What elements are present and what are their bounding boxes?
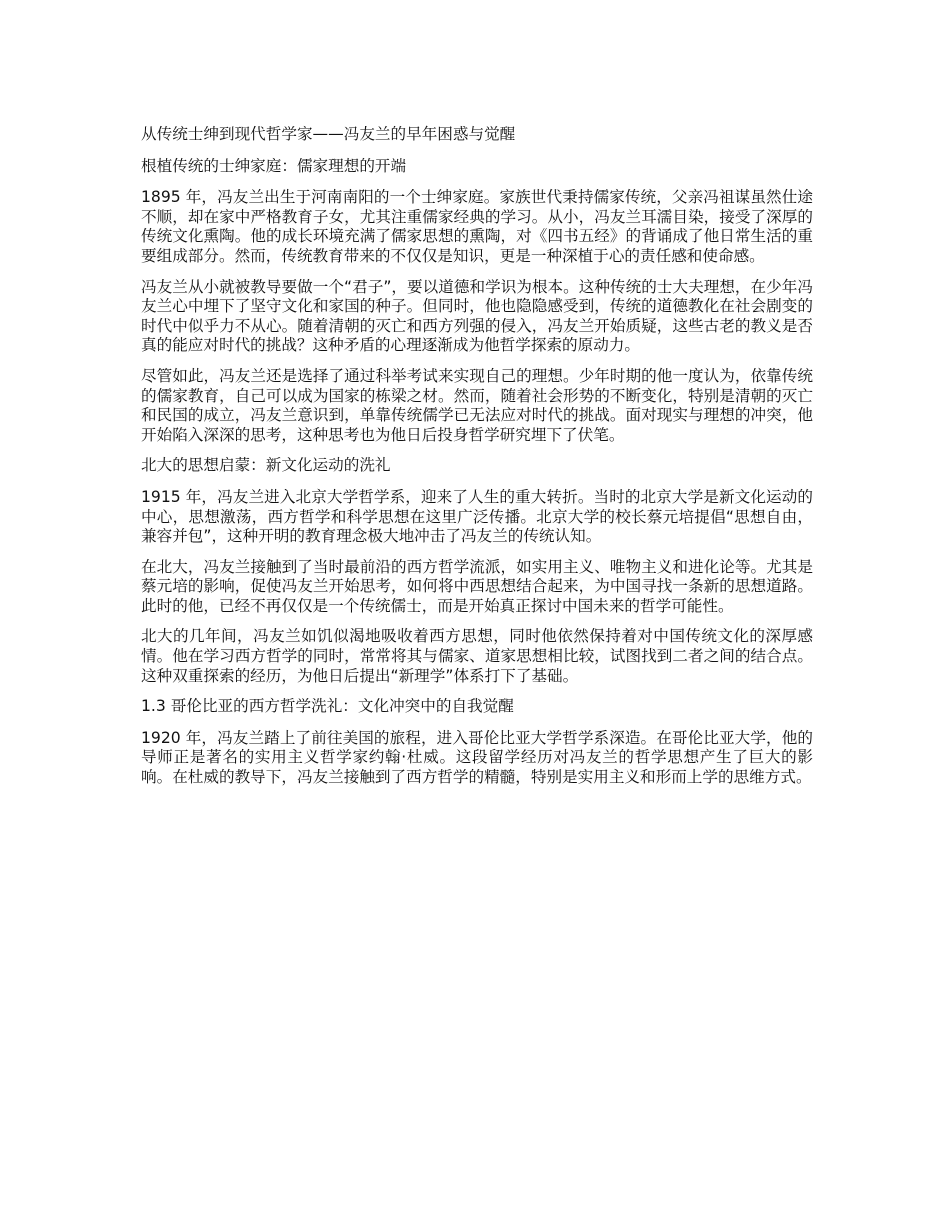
paragraph: 1915 年，冯友兰进入北京大学哲学系，迎来了人生的重大转折。当时的北京大学是新文化运动的中心，思想激荡，西方哲学和科学思想在这里广泛传播。北京大学的校长蔡元培提倡“思想自由，兼容并包”，这种开明的教育理念极大地冲击了冯友兰的传统认知。 — [141, 487, 813, 546]
document-title: 从传统士绅到现代哲学家——冯友兰的早年困惑与觉醒 — [141, 125, 516, 143]
section-heading: 北大的思想启蒙：新文化运动的洗礼 — [141, 456, 391, 475]
paragraph: 冯友兰从小就被教导要做一个“君子”，要以道德和学识为根本。这种传统的士大夫理想，在少年冯友兰心中埋下了坚守文化和家国的种子。但同时，他也隐隐感受到，传统的道德教化在社会剧变的时代中似乎力不从心。随着清朝的灭亡和西方列强的侵入，冯友兰开始质疑，这些古老的教义是否真的能应对时代的挑战？这种矛盾的心理逐渐成为他哲学探索的原动力。 — [141, 277, 813, 355]
section-heading: 1.3 哥伦比亚的西方哲学洗礼：文化冲突中的自我觉醒 — [141, 697, 514, 716]
paragraph: 北大的几年间，冯友兰如饥似渴地吸收着西方思想，同时他依然保持着对中国传统文化的深厚感情。他在学习西方哲学的同时，常常将其与儒家、道家思想相比较，试图找到二者之间的结合点。这种双重探索的经历，为他日后提出“新理学”体系打下了基础。 — [141, 627, 813, 685]
paragraph: 在北大，冯友兰接触到了当时最前沿的西方哲学流派，如实用主义、唯物主义和进化论等。尤其是蔡元培的影响，促使冯友兰开始思考，如何将中西思想结合起来，为中国寻找一条新的思想道路。此时的他，已经不再仅仅是一个传统儒士，而是开始真正探讨中国未来的哲学可能性。 — [141, 557, 813, 615]
paragraph: 尽管如此，冯友兰还是选择了通过科举考试来实现自己的理想。少年时期的他一度认为，依靠传统的儒家教育，自己可以成为国家的栋梁之材。然而，随着社会形势的不断变化，特别是清朝的灭亡和民国的成立，冯友兰意识到，单靠传统儒学已无法应对时代的挑战。面对现实与理想的冲突，他开始陷入深深的思考，这种思考也为他日后投身哲学研究埋下了伏笔。 — [141, 366, 813, 444]
section-heading: 根植传统的士绅家庭：儒家理想的开端 — [141, 156, 407, 175]
paragraph: 1920 年，冯友兰踏上了前往美国的旅程，进入哥伦比亚大学哲学系深造。在哥伦比亚大学，他的导师正是著名的实用主义哲学家约翰·杜威。这段留学经历对冯友兰的哲学思想产生了巨大的影响。在杜威的教导下，冯友兰接触到了西方哲学的精髓，特别是实用主义和形而上学的思维方式。 — [141, 728, 813, 787]
document-page — [141, 125, 813, 799]
paragraph: 1895 年，冯友兰出生于河南南阳的一个士绅家庭。家族世代秉持儒家传统，父亲冯祖谋虽然仕途不顺，却在家中严格教育子女，尤其注重儒家经典的学习。从小，冯友兰耳濡目染，接受了深厚的传统文化熏陶。他的成长环境充满了儒家思想的熏陶，对《四书五经》的背诵成了他日常生活的重要组成部分。然而，传统教育带来的不仅仅是知识，更是一种深植于心的责任感和使命感。 — [141, 188, 813, 265]
